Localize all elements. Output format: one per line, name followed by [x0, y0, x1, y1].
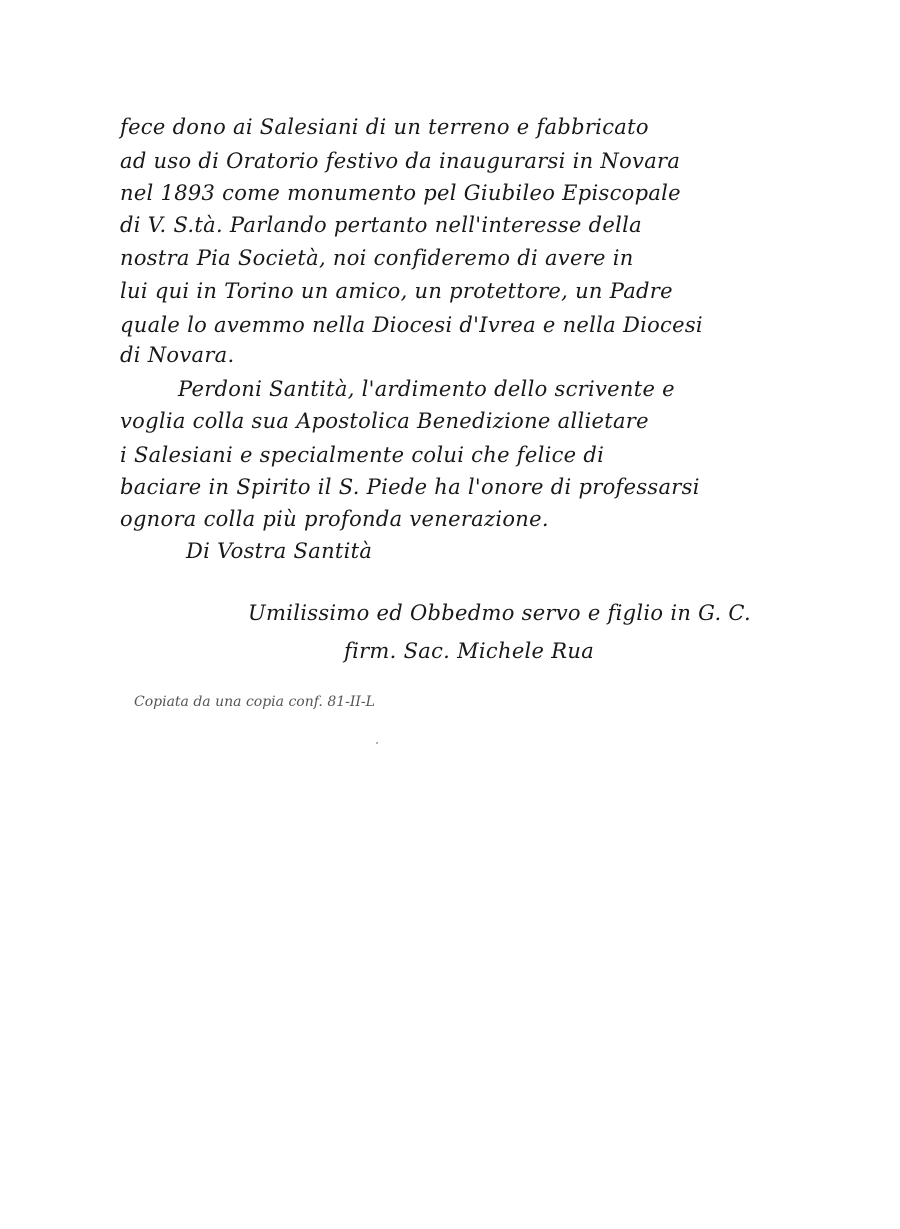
closing-line: Di Vostra Santità: [186, 539, 373, 563]
letter-line: lui qui in Torino un amico, un protettore, un Padre: [120, 279, 673, 303]
letter-line: baciare in Spirito il S. Piede ha l'onore di professarsi: [120, 475, 700, 499]
ink-speck: [376, 742, 378, 744]
archive-annotation: Copiata da una copia conf. 81-II-L: [134, 694, 375, 710]
letter-line: voglia colla sua Apostolica Benedizione allietare: [120, 409, 649, 433]
signature-line-2: firm. Sac. Michele Rua: [344, 639, 595, 663]
letter-line: ad uso di Oratorio festivo da inaugurarsi in Novara: [120, 149, 681, 173]
letter-line: ognora colla più profonda venerazione.: [120, 507, 549, 531]
signature-line-1: Umilissimo ed Obbedmo servo e figlio in G. C.: [248, 601, 752, 625]
letter-line: nel 1893 come monumento pel Giubileo Episcopale: [120, 181, 681, 205]
letter-line: quale lo avemmo nella Diocesi d'Ivrea e nella Diocesi: [120, 313, 703, 337]
letter-line: i Salesiani e specialmente colui che felice di: [120, 443, 605, 467]
letter-line: fece dono ai Salesiani di un terreno e fabbricato: [120, 115, 649, 139]
letter-line: Perdoni Santità, l'ardimento dello scrivente e: [178, 377, 675, 401]
letter-line: di V. S.tà. Parlando pertanto nell'interesse della: [120, 213, 642, 237]
letter-line: di Novara.: [120, 343, 235, 367]
letter-line: nostra Pia Società, noi confideremo di avere in: [120, 246, 634, 270]
